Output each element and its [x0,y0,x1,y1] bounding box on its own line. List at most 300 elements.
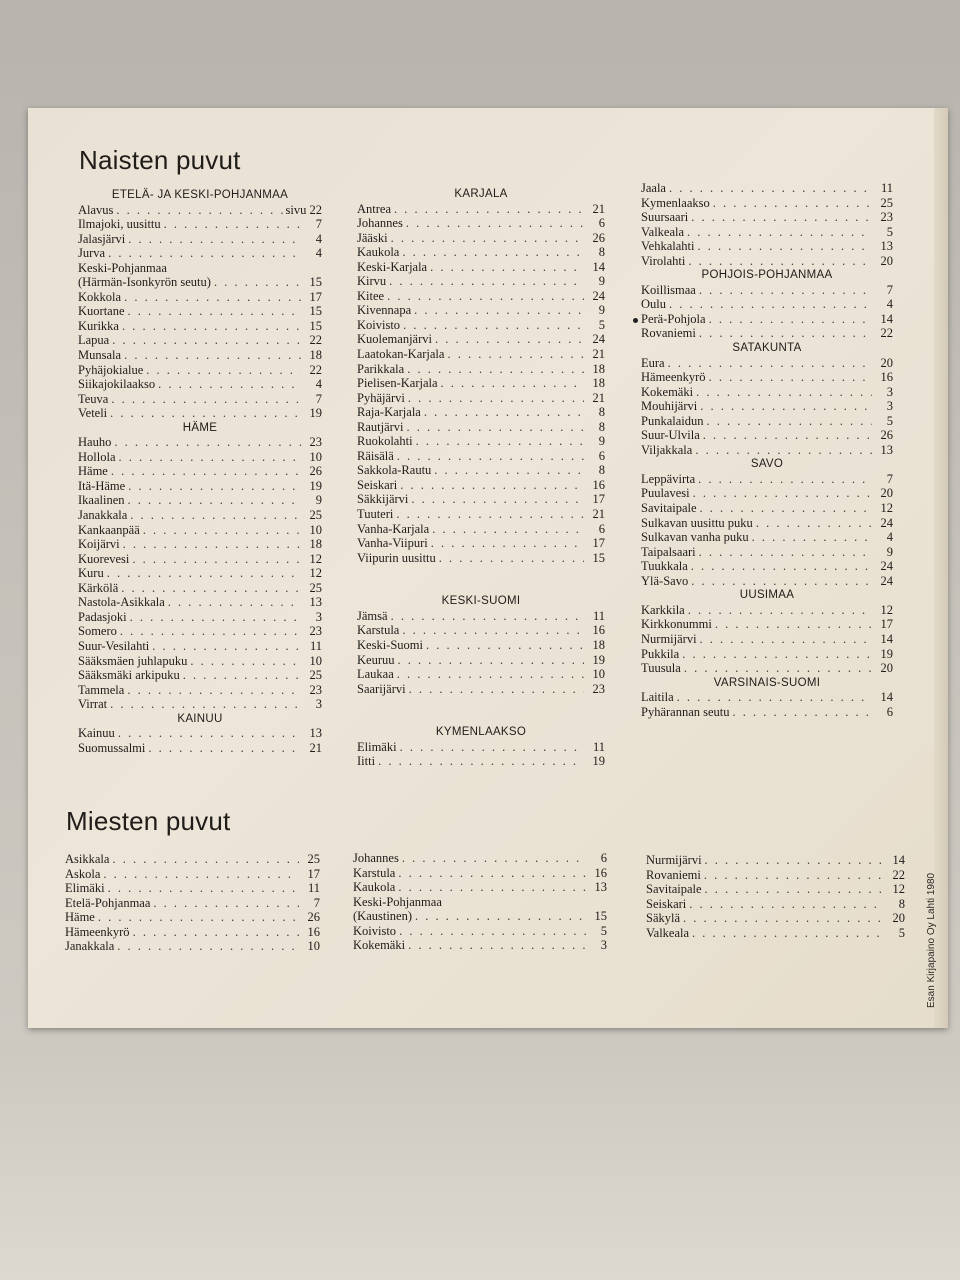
entry-name: Pielisen-Karjala [357,376,438,391]
entry-page-number: 7 [886,471,893,486]
entry-page-number: 19 [880,646,893,661]
entry-page-number: 6 [886,704,893,719]
entry-name: Vanha-Karjala [357,521,430,536]
dot-leader [402,851,586,866]
entry-name: Keski-Suomi [357,637,423,652]
region-heading: ETELÄ- JA KESKI-POHJANMAA [111,189,289,201]
index-entry [353,924,607,939]
dot-leader [397,667,584,682]
entry-page-number: 3 [315,609,322,624]
entry-page-number: 7 [315,391,322,406]
index-entry [65,867,320,882]
entry-name: Säkkijärvi [357,492,409,507]
index-entry [65,896,320,911]
printer-imprint: Esan Kirjapaino Oy Lahti 1980 [926,872,937,1008]
entry-page-number: 16 [880,370,893,385]
index-entry [641,545,893,560]
entry-page-number: 9 [315,493,322,508]
dot-leader [704,868,884,883]
entry-name: Nurmijärvi [641,631,697,646]
dot-leader [399,924,586,939]
entry-name: Kitee [357,288,385,303]
dot-leader [387,289,584,304]
index-entry [78,203,322,218]
index-entry [641,414,893,429]
entry-name: Karstula [357,623,400,638]
dot-leader [400,740,584,755]
dot-leader [697,239,872,254]
index-entry [78,639,322,654]
entry-page-number: 4 [315,246,322,261]
index-entry [646,911,905,926]
entry-name: Kaukola [357,245,400,260]
dot-leader [402,245,584,260]
entry-name: Viipurin uusittu [357,550,436,565]
entry-name: Tuukkala [641,559,688,574]
entry-name: Räisälä [357,448,394,463]
index-entry [357,347,605,362]
entry-page-number: 10 [309,449,322,464]
entry-page-number: 8 [898,896,905,911]
index-entry [357,667,605,682]
entry-page-number: 13 [309,595,322,610]
dot-leader [391,609,584,624]
entry-name: Kivennapa [357,303,412,318]
entry-name: Veteli [78,406,108,421]
dot-leader [434,463,584,478]
entry-page-number: 13 [880,442,893,457]
miesten-column-2 [353,851,607,953]
entry-page-number: 12 [309,566,322,581]
dot-leader [432,522,584,537]
index-entry [641,661,893,676]
entry-page-number: 20 [880,661,893,676]
entry-name: Kokkola [78,289,122,304]
entry-name: Ylä-Savo [641,573,689,588]
index-entry [78,217,322,232]
entry-name: Vehkalahti [641,239,695,254]
spacer [357,565,605,580]
entry-page-number: 20 [880,355,893,370]
entry-name: Sääksmäki arkipuku [78,668,180,683]
entry-name: Kuortane [78,304,125,319]
dot-leader [130,508,301,523]
dot-leader [669,181,872,196]
entry-page-number: 21 [592,390,605,405]
entry-name: Jaala [641,181,666,195]
index-entry [357,638,605,653]
region-heading: SATAKUNTA [732,342,802,355]
entry-name: Alavus [78,202,114,217]
entry-name: Virolahti [641,253,686,268]
entry-name: Laatokan-Karjala [357,347,445,362]
entry-name: Eura [641,355,665,370]
entry-page-number: 7 [315,217,322,232]
entry-page-number: 6 [598,216,605,231]
entry-name: Punkalaidun [641,413,704,428]
region-heading: VARSINAIS-SUOMI [713,676,821,689]
dot-leader [148,741,301,756]
entry-page-number: 19 [592,754,605,769]
entry-page-number: 23 [309,682,322,697]
region-heading: HÄME [182,421,218,434]
index-entry [641,486,893,501]
entry-name: Kärkölä [78,580,119,595]
index-entry [357,682,605,697]
dot-leader [168,595,301,610]
entry-name: Häme [65,910,95,925]
entry-page-number: 21 [592,201,605,216]
index-entry [357,623,605,638]
index-entry [357,609,605,624]
entry-page-number: 7 [313,895,320,910]
entry-name: Elimäki [357,739,397,754]
entry-page-number: 19 [309,406,322,421]
entry-page-number: 22 [880,326,893,341]
dot-leader [683,911,884,926]
dot-leader [403,318,584,333]
region-heading: POHJOIS-POHJANMAA [701,269,833,282]
index-entry [353,851,607,866]
dot-leader [699,283,872,298]
miesten-column-3 [646,853,905,940]
entry-name: Tuuteri [357,507,394,522]
index-entry [78,363,322,378]
index-entry [78,595,322,610]
entry-page-number: 5 [886,224,893,239]
dot-leader [682,647,872,662]
index-entry [641,705,893,720]
index-entry [641,574,893,589]
entry-name: Keuruu [357,652,395,667]
entry-page-number: 6 [598,521,605,536]
entry-name: Mouhijärvi [641,399,698,414]
index-entry [78,348,322,363]
entry-page-number: 20 [880,486,893,501]
entry-page-number: 11 [592,608,605,623]
index-entry [78,450,322,465]
dot-leader [439,551,584,566]
dot-leader [430,260,584,275]
region-heading: UUSIMAA [739,589,795,602]
dot-leader [689,897,884,912]
entry-page-number: 26 [592,230,605,245]
dot-leader [668,356,872,371]
entry-page-number: 19 [592,652,605,667]
entry-page-number: 4 [315,377,322,392]
entry-name: Koillismaa [641,282,696,297]
index-entry [641,632,893,647]
entry-page-number: 25 [307,852,320,866]
dot-leader [688,603,872,618]
entry-page-number: 11 [592,739,605,754]
entry-name: Säkylä [646,911,681,926]
miesten-title: Miesten puvut [66,806,231,836]
index-entry [78,464,322,479]
index-entry [357,478,605,493]
entry-page-number: 16 [594,865,607,880]
entry-page-number: 21 [309,740,322,755]
dot-leader [402,623,584,638]
region-heading: KAINUU [177,712,223,725]
entry-name: Padasjoki [78,609,127,624]
entry-page-number: 4 [886,530,893,545]
index-entry [65,852,320,867]
index-entry [641,312,893,327]
index-entry [641,181,893,196]
index-entry [357,463,605,478]
entry-page-number: 3 [600,938,607,953]
dot-leader [118,726,301,741]
entry-name: Tuusula [641,661,681,676]
entry-page-number: 17 [592,536,605,551]
entry-name: Kirkkonummi [641,617,712,632]
index-entry [78,726,322,741]
entry-page-number: 17 [592,492,605,507]
entry-page-number: 7 [886,282,893,297]
entry-name: Karstula [353,865,396,880]
entry-name: Hämeenkyrö [641,370,706,385]
entry-page-number: 5 [898,925,905,940]
entry-page-number: 10 [309,653,322,668]
entry-page-number: 20 [892,911,905,926]
entry-page-number: 18 [309,348,322,363]
index-entry [78,232,322,247]
index-entry [641,472,893,487]
index-entry [357,405,605,420]
dot-leader [733,705,872,720]
index-entry [641,647,893,662]
dot-leader [441,376,584,391]
index-entry [357,754,605,769]
index-entry [357,303,605,318]
entry-page-number: 25 [309,668,322,683]
index-entry [641,530,893,545]
entry-page-number: 24 [880,573,893,588]
entry-name: Nurmijärvi [646,853,702,867]
index-entry [78,668,322,683]
dot-leader [700,501,872,516]
dot-leader [691,559,872,574]
dot-leader [146,363,301,378]
entry-name: Koivisto [357,317,401,332]
dot-leader [124,348,301,363]
entry-name: Kymenlaakso [641,195,710,210]
index-entry [641,428,893,443]
dot-leader [117,939,299,954]
index-entry [646,868,905,883]
dot-leader [127,683,301,698]
entry-name: Kainuu [78,726,115,741]
miesten-column-1 [65,852,320,954]
entry-page-number: 20 [880,253,893,268]
dot-leader [700,399,872,414]
entry-page-number: 3 [315,697,322,712]
entry-page-number: 4 [315,231,322,246]
entry-name: Jurva [78,246,106,261]
entry-name: Sulkavan uusittu puku [641,515,753,530]
dot-leader [132,552,301,567]
dot-leader [756,516,872,531]
index-entry [78,479,322,494]
entry-page-number: 8 [598,463,605,478]
entry-page-number: 3 [886,384,893,399]
entry-name: Sakkola-Rautu [357,463,432,478]
entry-name: Lapua [78,333,110,348]
entry-page-number: 9 [598,434,605,449]
dot-leader [411,492,584,507]
dot-leader [378,754,584,769]
index-entry [357,492,605,507]
index-entry [357,289,605,304]
dot-leader [164,217,301,232]
index-entry [641,559,893,574]
entry-name: Jalasjärvi [78,231,126,246]
entry-name: Saarijärvi [357,681,406,696]
dot-leader [103,867,299,882]
entry-page-number: 25 [309,580,322,595]
dot-leader [107,566,301,581]
index-entry [78,523,322,538]
dot-leader [110,406,301,421]
entry-name: Seiskari [357,477,398,492]
entry-name: Hämeenkyrö [65,924,130,939]
entry-name: Taipalsaari [641,544,696,559]
dot-leader [408,391,584,406]
entry-name: Johannes [353,851,399,865]
entry-name: Koijärvi [78,537,120,552]
dot-leader [435,332,584,347]
entry-name: Etelä-Pohjanmaa [65,895,151,910]
entry-name: Tammela [78,682,125,697]
entry-page-number: 25 [880,195,893,210]
index-entry [641,603,893,618]
dot-leader [152,639,301,654]
entry-page-number: 12 [309,551,322,566]
index-entry [78,508,322,523]
entry-page-number: 10 [307,939,320,954]
dot-leader [398,653,585,668]
index-entry [78,552,322,567]
entry-page-number: 25 [309,508,322,523]
index-entry [357,653,605,668]
dot-leader [406,216,584,231]
dot-leader [122,319,301,334]
entry-page-number: 10 [592,667,605,682]
entry-page-number: 11 [307,881,320,896]
entry-page-number: 18 [592,376,605,391]
entry-page-number: 6 [598,448,605,463]
index-entry [641,443,893,458]
entry-page-number: 19 [309,478,322,493]
entry-name: Pukkila [641,646,680,661]
entry-page-number: 18 [592,637,605,652]
entry-name: Antrea [357,201,392,216]
index-entry [646,897,905,912]
entry-name: Janakkala [65,939,115,954]
entry-page-number: 9 [598,274,605,289]
dot-leader [143,523,301,538]
index-entry [641,356,893,371]
table-surface [0,1040,960,1280]
dot-leader [123,537,301,552]
entry-page-number: 15 [592,550,605,565]
index-entry [641,516,893,531]
dot-leader [190,654,301,669]
entry-name: Somero [78,624,117,639]
dot-leader [400,478,584,493]
entry-page-number: 24 [592,332,605,347]
dot-leader [752,530,872,545]
entry-page-number: 14 [880,631,893,646]
entry-page-number: 23 [880,210,893,225]
entry-name: Siikajokilaakso [78,377,156,392]
entry-name: Elimäki [65,881,105,896]
index-entry [357,449,605,464]
index-entry [357,391,605,406]
entry-name: Jämsä [357,608,388,623]
dot-leader [114,435,301,450]
entry-page-number: 16 [307,924,320,939]
entry-page-number: 23 [309,435,322,450]
entry-name: Sääksmäen juhlapuku [78,653,188,668]
dot-leader [133,925,299,940]
region-heading: KYMENLAAKSO [435,726,527,739]
entry-page-number: 23 [592,681,605,696]
index-entry [357,536,605,551]
entry-name: Kuolemanjärvi [357,332,432,347]
index-entry [78,624,322,639]
entry-name: Viljakkala [641,442,693,457]
dot-leader [709,312,872,327]
dot-leader [416,434,584,449]
index-entry [641,617,893,632]
index-entry [357,507,605,522]
dot-leader [214,275,301,290]
index-entry [78,333,322,348]
spacer [357,696,605,711]
dot-leader [389,274,584,289]
index-entry [357,420,605,435]
index-entry [357,522,605,537]
entry-name: Suursaari [641,210,689,225]
entry-name: Vanha-Viipuri [357,536,428,551]
entry-name: Jääski [357,230,388,245]
entry-page-number: 13 [594,880,607,895]
entry-page-number: 10 [309,522,322,537]
index-entry [357,231,605,246]
entry-page-number: 12 [892,882,905,897]
naisten-column-2 [357,187,605,769]
dot-leader [158,377,301,392]
entry-name: Pyhärannan seutu [641,704,730,719]
dot-leader [398,880,586,895]
entry-page-number: 8 [598,405,605,420]
index-entry [357,202,605,217]
dot-leader [110,697,301,712]
entry-name: Pyhäjokialue [78,362,144,377]
entry-page-number: 5 [600,923,607,938]
dot-leader [128,493,301,508]
index-entry [641,385,893,400]
dot-leader [699,545,872,560]
dot-leader [688,254,872,269]
entry-name: Teuva [78,391,109,406]
entry-name: Itä-Häme [78,478,126,493]
entry-name: Suur-Ulvila [641,428,700,443]
index-entry [78,246,322,261]
index-entry [357,332,605,347]
